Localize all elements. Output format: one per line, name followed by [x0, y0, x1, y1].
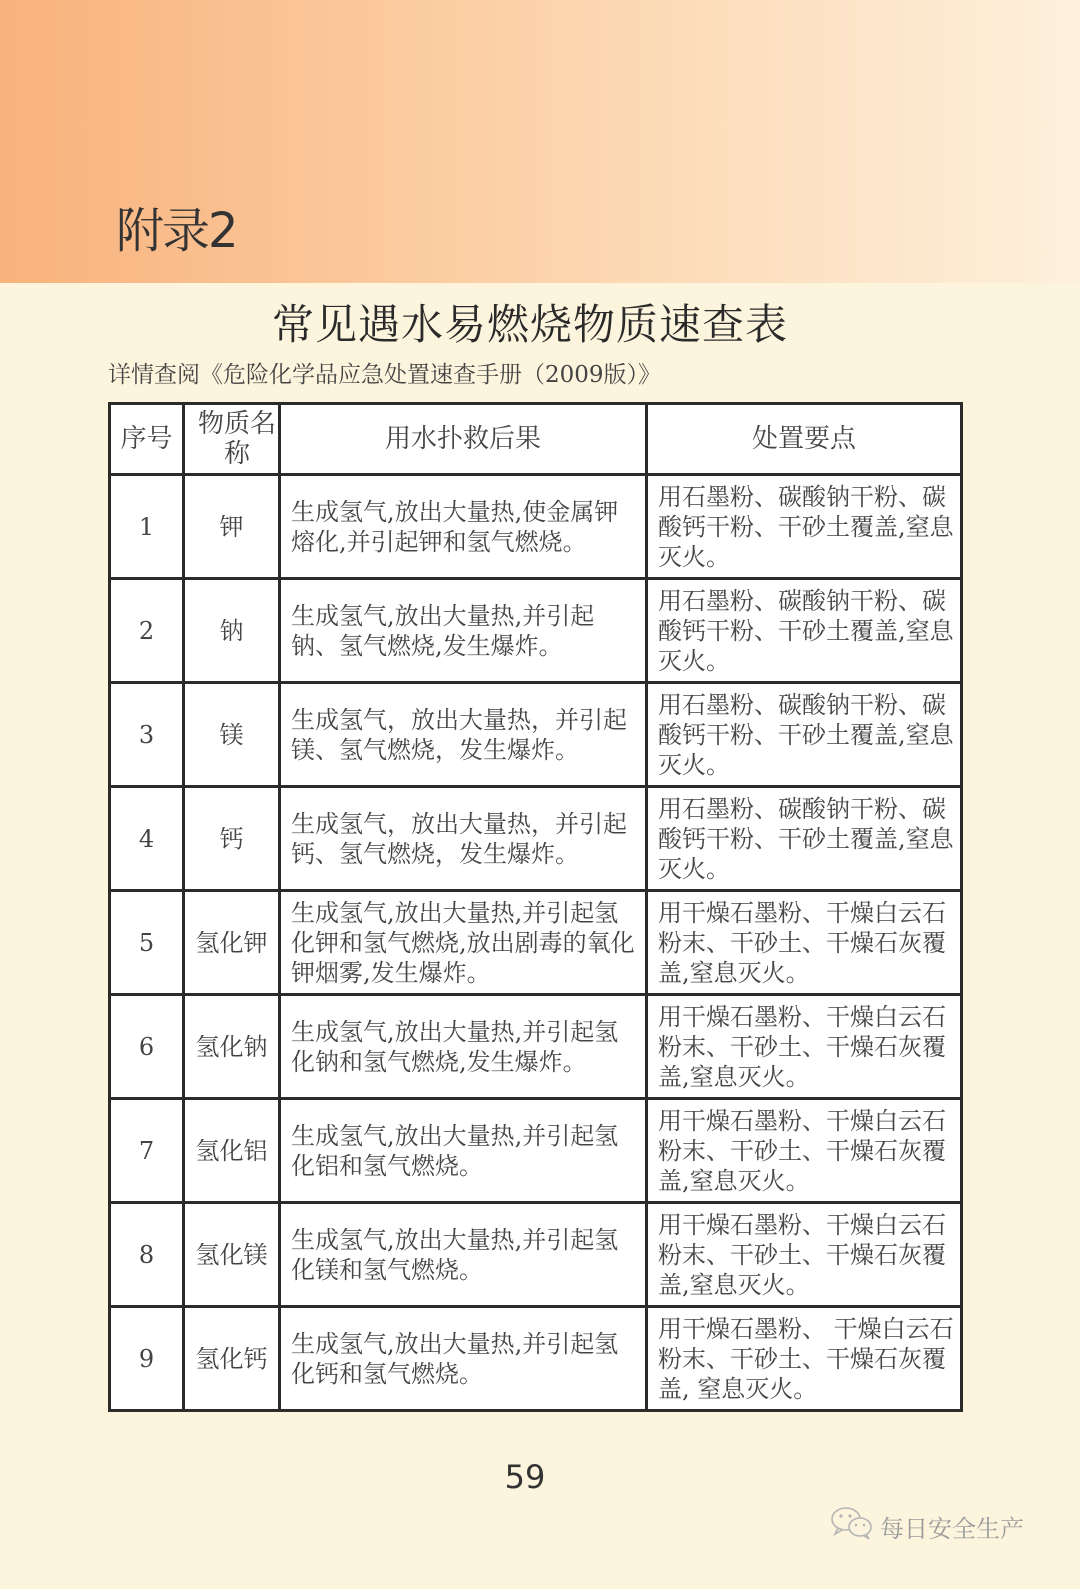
- water-effect: 生成氢气,放出大量热,并引起氢化铝和氢气燃烧。: [280, 1099, 647, 1203]
- wechat-icon: [830, 1506, 880, 1546]
- page-title: 常见遇水易燃烧物质速查表: [271, 300, 788, 349]
- table-row: [110, 1099, 962, 1203]
- substance-name: 钠: [184, 579, 280, 683]
- substance-name: 钾: [184, 475, 280, 579]
- water-effect: 生成氢气,放出大量热,并引起氢化镁和氢气燃烧。: [280, 1203, 647, 1307]
- handling-points: 用干燥石墨粉、 干燥白云石粉末、干砂土、干燥石灰覆盖, 窒息灭火。: [647, 1307, 962, 1411]
- handling-points: 用干燥石墨粉、干燥白云石粉末、干砂土、干燥石灰覆盖,窒息灭火。: [647, 1099, 962, 1203]
- reference-note: 详情查阅《危险化学品应急处置速查手册（2009版）》: [108, 362, 662, 388]
- handling-points: 用石墨粉、碳酸钠干粉、碳酸钙干粉、干砂土覆盖,窒息灭火。: [647, 579, 962, 683]
- substance-name: 镁: [184, 683, 280, 787]
- column-header-handling: 处置要点: [647, 404, 962, 475]
- table-row: [110, 475, 962, 579]
- substance-name: 氢化铝: [184, 1099, 280, 1203]
- column-header-number: 序号: [110, 404, 184, 475]
- water-effect: 生成氢气，放出大量热，并引起镁、氢气燃烧，发生爆炸。: [280, 683, 647, 787]
- substance-name: 氢化钙: [184, 1307, 280, 1411]
- water-effect: 生成氢气,放出大量热,使金属钾熔化,并引起钾和氢气燃烧。: [280, 475, 647, 579]
- table-row: [110, 891, 962, 995]
- table-row: [110, 683, 962, 787]
- water-effect: 生成氢气,放出大量热,并引起氢化钙和氢气燃烧。: [280, 1307, 647, 1411]
- handling-points: 用石墨粉、碳酸钠干粉、碳酸钙干粉、干砂土覆盖,窒息灭火。: [647, 683, 962, 787]
- row-number: 9: [110, 1307, 184, 1411]
- column-header-substance: 物质名称: [184, 404, 280, 475]
- watermark-text: 每日安全生产: [880, 1514, 1024, 1543]
- water-effect: 生成氢气，放出大量热，并引起钙、氢气燃烧，发生爆炸。: [280, 787, 647, 891]
- table-header-row: [110, 404, 962, 475]
- table-row: [110, 1307, 962, 1411]
- appendix-label: 附录2: [116, 203, 237, 259]
- handling-points: 用石墨粉、碳酸钠干粉、碳酸钙干粉、干砂土覆盖,窒息灭火。: [647, 787, 962, 891]
- table-row: [110, 995, 962, 1099]
- table-row: [110, 579, 962, 683]
- row-number: 5: [110, 891, 184, 995]
- row-number: 6: [110, 995, 184, 1099]
- row-number: 7: [110, 1099, 184, 1203]
- row-number: 1: [110, 475, 184, 579]
- row-number: 3: [110, 683, 184, 787]
- page-number: 59: [504, 1458, 546, 1496]
- substance-name: 钙: [184, 787, 280, 891]
- watermark: [830, 1506, 1024, 1546]
- substance-name: 氢化钠: [184, 995, 280, 1099]
- substance-name: 氢化钾: [184, 891, 280, 995]
- reference-table: [108, 402, 963, 1412]
- handling-points: 用干燥石墨粉、干燥白云石粉末、干砂土、干燥石灰覆盖,窒息灭火。: [647, 995, 962, 1099]
- row-number: 2: [110, 579, 184, 683]
- water-effect: 生成氢气,放出大量热,并引起氢化钠和氢气燃烧,发生爆炸。: [280, 995, 647, 1099]
- column-header-water-effect: 用水扑救后果: [280, 404, 647, 475]
- handling-points: 用石墨粉、碳酸钠干粉、碳酸钙干粉、干砂土覆盖,窒息灭火。: [647, 475, 962, 579]
- water-effect: 生成氢气,放出大量热,并引起氢化钾和氢气燃烧,放出剧毒的氧化钾烟雾,发生爆炸。: [280, 891, 647, 995]
- water-effect: 生成氢气,放出大量热,并引起钠、氢气燃烧,发生爆炸。: [280, 579, 647, 683]
- table-row: [110, 787, 962, 891]
- handling-points: 用干燥石墨粉、干燥白云石粉末、干砂土、干燥石灰覆盖,窒息灭火。: [647, 891, 962, 995]
- handling-points: 用干燥石墨粉、干燥白云石粉末、干砂土、干燥石灰覆盖,窒息灭火。: [647, 1203, 962, 1307]
- table-row: [110, 1203, 962, 1307]
- row-number: 4: [110, 787, 184, 891]
- substance-name: 氢化镁: [184, 1203, 280, 1307]
- row-number: 8: [110, 1203, 184, 1307]
